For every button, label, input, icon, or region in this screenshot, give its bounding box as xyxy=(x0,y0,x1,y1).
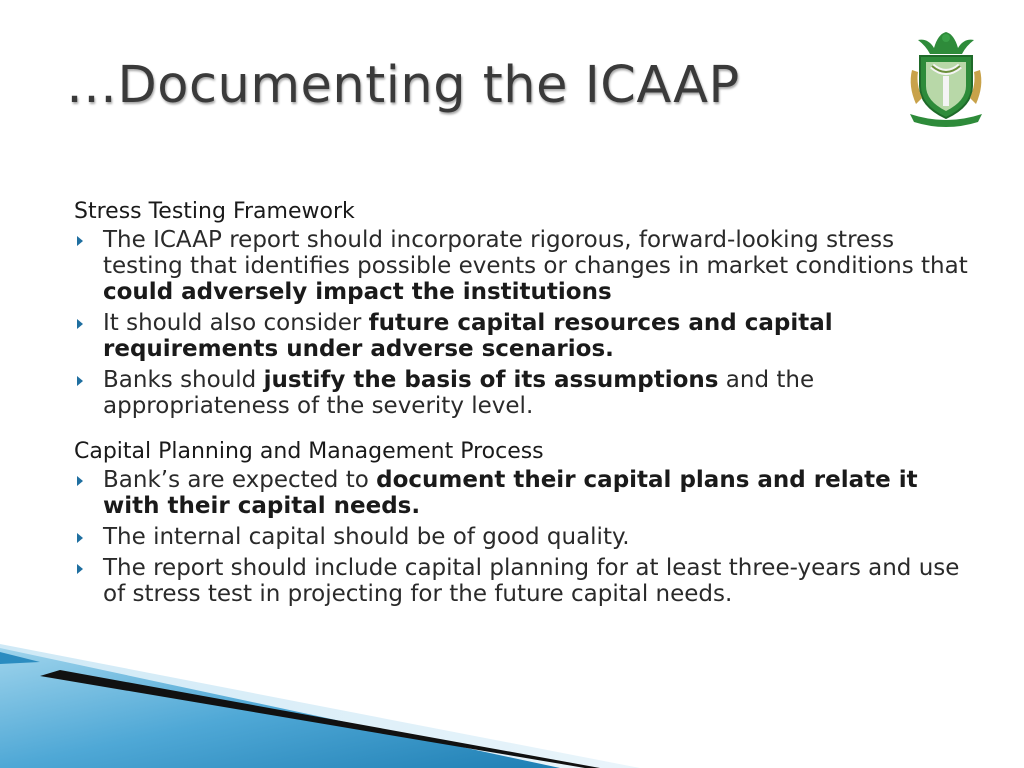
section-heading: Stress Testing Framework xyxy=(74,199,355,224)
bullet-text: Banks should xyxy=(103,367,264,393)
bullet-emphasis: future capital resources and capital requirements under adverse scenarios. xyxy=(103,310,833,362)
bullet-arrow-icon xyxy=(77,319,83,329)
list-item xyxy=(74,467,974,519)
list-item xyxy=(74,367,974,419)
bullet-text: and the appropriateness of the severity level. xyxy=(103,367,815,419)
bullet-emphasis: justify the basis of its assumptions xyxy=(263,367,719,393)
list-item xyxy=(74,227,974,305)
bullet-list xyxy=(74,227,974,419)
bullet-text: The report should include capital planning for at least three-years and use of stress test in projecting for the future capital needs. xyxy=(103,555,960,607)
bullet-text: It should also consider xyxy=(103,310,369,336)
list-item xyxy=(74,524,974,550)
bullet-list xyxy=(74,467,974,607)
bullet-emphasis: document their capital plans and relate it with their capital needs. xyxy=(103,467,918,519)
section-heading: Capital Planning and Management Process xyxy=(74,439,544,464)
slide-body xyxy=(74,197,974,625)
bullet-text: The internal capital should be of good quality. xyxy=(103,524,630,550)
bullet-text: Bank’s are expected to xyxy=(103,467,377,493)
bullet-arrow-icon xyxy=(77,476,83,486)
bullet-arrow-icon xyxy=(77,533,83,543)
bullet-arrow-icon xyxy=(77,564,83,574)
capital-planning-section xyxy=(74,437,974,607)
list-item xyxy=(74,310,974,362)
slide-title: …Documenting the ICAAP xyxy=(66,56,740,115)
bullet-arrow-icon xyxy=(77,376,83,386)
bullet-emphasis: could adversely impact the institutions xyxy=(103,279,612,305)
stress-testing-section xyxy=(74,197,974,419)
bullet-arrow-icon xyxy=(77,236,83,246)
bullet-text: The ICAAP report should incorporate rigorous, forward-looking stress testing that identifies possible events or changes in market conditions that xyxy=(103,227,968,279)
cbn-logo-icon xyxy=(904,26,988,128)
decorative-wave xyxy=(0,600,1024,768)
